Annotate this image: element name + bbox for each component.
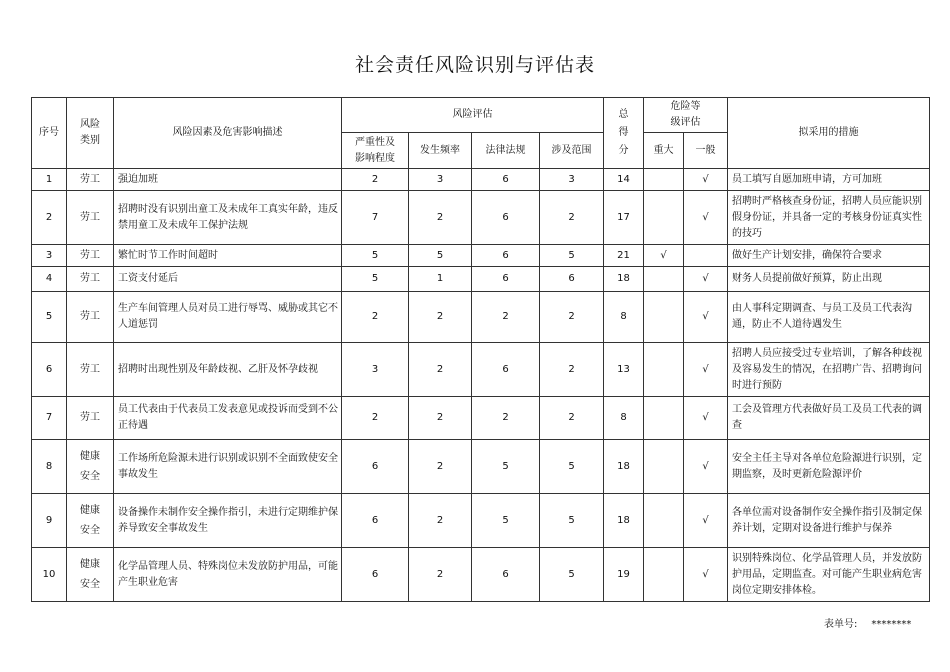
cell-category: 健康 安全 bbox=[67, 440, 114, 494]
cell-total: 18 bbox=[604, 267, 644, 292]
cell-measures: 招聘人员应接受过专业培训，了解各种歧视及容易发生的情况，在招聘广告、招聘询问时进行预防 bbox=[728, 343, 930, 397]
cell-severity: 6 bbox=[342, 440, 409, 494]
cell-law: 6 bbox=[472, 267, 540, 292]
cell-category: 劳工 bbox=[67, 169, 114, 191]
cell-category: 劳工 bbox=[67, 343, 114, 397]
cell-law: 6 bbox=[472, 548, 540, 602]
cell-measures: 做好生产计划安排，确保符合要求 bbox=[728, 245, 930, 267]
cell-frequency: 2 bbox=[409, 397, 472, 440]
cell-major bbox=[644, 548, 684, 602]
cell-measures: 由人事科定期调查、与员工及员工代表沟通，防止不人道待遇发生 bbox=[728, 292, 930, 343]
cell-general: √ bbox=[684, 494, 728, 548]
cell-scope: 2 bbox=[540, 343, 604, 397]
header-frequency: 发生频率 bbox=[409, 133, 472, 169]
cell-major bbox=[644, 267, 684, 292]
cell-seq: 3 bbox=[32, 245, 67, 267]
cell-total: 18 bbox=[604, 440, 644, 494]
cell-law: 6 bbox=[472, 343, 540, 397]
risk-assessment-table bbox=[31, 97, 930, 602]
header-severity: 严重性及 影响程度 bbox=[342, 133, 409, 169]
table-row bbox=[32, 267, 930, 292]
cell-general: √ bbox=[684, 343, 728, 397]
cell-major bbox=[644, 191, 684, 245]
cell-severity: 5 bbox=[342, 245, 409, 267]
cell-scope: 2 bbox=[540, 397, 604, 440]
cell-law: 5 bbox=[472, 440, 540, 494]
cell-frequency: 3 bbox=[409, 169, 472, 191]
cell-scope: 2 bbox=[540, 292, 604, 343]
cell-law: 2 bbox=[472, 292, 540, 343]
cell-total: 8 bbox=[604, 397, 644, 440]
header-assessment: 风险评估 bbox=[342, 98, 604, 133]
cell-category: 健康 安全 bbox=[67, 548, 114, 602]
cell-frequency: 2 bbox=[409, 343, 472, 397]
cell-description: 繁忙时节工作时间超时 bbox=[114, 245, 342, 267]
cell-severity: 7 bbox=[342, 191, 409, 245]
cell-law: 5 bbox=[472, 494, 540, 548]
cell-seq: 6 bbox=[32, 343, 67, 397]
table-row bbox=[32, 548, 930, 602]
cell-law: 6 bbox=[472, 245, 540, 267]
table-row bbox=[32, 343, 930, 397]
cell-measures: 安全主任主导对各单位危险源进行识别，定期监察，及时更新危险源评价 bbox=[728, 440, 930, 494]
cell-general: √ bbox=[684, 191, 728, 245]
cell-description: 员工代表由于代表员工发表意见或投诉而受到不公正待遇 bbox=[114, 397, 342, 440]
form-number-label: 表单号: bbox=[824, 619, 858, 630]
cell-severity: 2 bbox=[342, 292, 409, 343]
cell-frequency: 2 bbox=[409, 191, 472, 245]
header-scope: 涉及范围 bbox=[540, 133, 604, 169]
header-description: 风险因素及危害影响描述 bbox=[114, 98, 342, 169]
cell-general: √ bbox=[684, 440, 728, 494]
cell-description: 化学品管理人员、特殊岗位未发放防护用品，可能产生职业危害 bbox=[114, 548, 342, 602]
form-number bbox=[824, 615, 911, 630]
cell-total: 13 bbox=[604, 343, 644, 397]
form-number-value: ******** bbox=[871, 619, 912, 630]
table-row bbox=[32, 169, 930, 191]
cell-measures: 各单位需对设备制作安全操作指引及制定保养计划，定期对设备进行维护与保养 bbox=[728, 494, 930, 548]
header-total: 总 得 分 bbox=[604, 98, 644, 169]
cell-category: 健康 安全 bbox=[67, 494, 114, 548]
header-measures: 拟采用的措施 bbox=[728, 98, 930, 169]
cell-description: 设备操作未制作安全操作指引，未进行定期维护保养导致安全事故发生 bbox=[114, 494, 342, 548]
cell-frequency: 2 bbox=[409, 440, 472, 494]
cell-seq: 10 bbox=[32, 548, 67, 602]
cell-seq: 2 bbox=[32, 191, 67, 245]
cell-severity: 6 bbox=[342, 548, 409, 602]
cell-frequency: 1 bbox=[409, 267, 472, 292]
cell-scope: 5 bbox=[540, 440, 604, 494]
table-row bbox=[32, 397, 930, 440]
cell-category: 劳工 bbox=[67, 245, 114, 267]
cell-scope: 5 bbox=[540, 548, 604, 602]
cell-total: 18 bbox=[604, 494, 644, 548]
cell-description: 工作场所危险源未进行识别或识别不全面致使安全事故发生 bbox=[114, 440, 342, 494]
cell-total: 14 bbox=[604, 169, 644, 191]
cell-major bbox=[644, 397, 684, 440]
cell-frequency: 2 bbox=[409, 292, 472, 343]
cell-major bbox=[644, 169, 684, 191]
cell-description: 招聘时没有识别出童工及未成年工真实年龄，违反禁用童工及未成年工保护法规 bbox=[114, 191, 342, 245]
header-seq: 序号 bbox=[32, 98, 67, 169]
cell-severity: 2 bbox=[342, 169, 409, 191]
cell-seq: 4 bbox=[32, 267, 67, 292]
cell-scope: 5 bbox=[540, 245, 604, 267]
cell-category: 劳工 bbox=[67, 292, 114, 343]
cell-frequency: 2 bbox=[409, 548, 472, 602]
cell-measures: 招聘时严格核查身份证，招聘人员应能识别假身份证，并具备一定的考核身份证真实性的技巧 bbox=[728, 191, 930, 245]
cell-major bbox=[644, 292, 684, 343]
cell-seq: 7 bbox=[32, 397, 67, 440]
cell-category: 劳工 bbox=[67, 397, 114, 440]
cell-scope: 2 bbox=[540, 191, 604, 245]
cell-law: 2 bbox=[472, 397, 540, 440]
cell-law: 6 bbox=[472, 169, 540, 191]
cell-seq: 5 bbox=[32, 292, 67, 343]
cell-general: √ bbox=[684, 169, 728, 191]
cell-description: 工资支付延后 bbox=[114, 267, 342, 292]
cell-scope: 3 bbox=[540, 169, 604, 191]
cell-severity: 6 bbox=[342, 494, 409, 548]
cell-measures: 识别特殊岗位、化学品管理人员，并发放防护用品，定期监查。对可能产生职业病危害岗位定期安排体检。 bbox=[728, 548, 930, 602]
cell-description: 招聘时出现性别及年龄歧视、乙肝及怀孕歧视 bbox=[114, 343, 342, 397]
cell-total: 21 bbox=[604, 245, 644, 267]
table-row bbox=[32, 292, 930, 343]
cell-category: 劳工 bbox=[67, 267, 114, 292]
cell-general: √ bbox=[684, 397, 728, 440]
cell-seq: 1 bbox=[32, 169, 67, 191]
header-law: 法律法规 bbox=[472, 133, 540, 169]
cell-severity: 5 bbox=[342, 267, 409, 292]
cell-major: √ bbox=[644, 245, 684, 267]
cell-general: √ bbox=[684, 267, 728, 292]
cell-measures: 财务人员提前做好预算，防止出现 bbox=[728, 267, 930, 292]
cell-total: 19 bbox=[604, 548, 644, 602]
cell-general: √ bbox=[684, 292, 728, 343]
cell-frequency: 5 bbox=[409, 245, 472, 267]
cell-measures: 员工填写自愿加班申请，方可加班 bbox=[728, 169, 930, 191]
header-general: 一般 bbox=[684, 133, 728, 169]
cell-general bbox=[684, 245, 728, 267]
cell-severity: 2 bbox=[342, 397, 409, 440]
cell-category: 劳工 bbox=[67, 191, 114, 245]
header-major: 重大 bbox=[644, 133, 684, 169]
cell-total: 17 bbox=[604, 191, 644, 245]
cell-scope: 6 bbox=[540, 267, 604, 292]
cell-general: √ bbox=[684, 548, 728, 602]
table-row bbox=[32, 245, 930, 267]
cell-frequency: 2 bbox=[409, 494, 472, 548]
cell-major bbox=[644, 440, 684, 494]
table-row bbox=[32, 191, 930, 245]
header-category: 风险 类别 bbox=[67, 98, 114, 169]
cell-major bbox=[644, 494, 684, 548]
cell-description: 生产车间管理人员对员工进行辱骂、威胁或其它不人道惩罚 bbox=[114, 292, 342, 343]
cell-total: 8 bbox=[604, 292, 644, 343]
table-row bbox=[32, 494, 930, 548]
cell-description: 强迫加班 bbox=[114, 169, 342, 191]
cell-law: 6 bbox=[472, 191, 540, 245]
cell-major bbox=[644, 343, 684, 397]
header-level: 危险等 级评估 bbox=[644, 98, 728, 133]
table-row bbox=[32, 440, 930, 494]
page-title: 社会责任风险识别与评估表 bbox=[354, 54, 595, 76]
cell-seq: 9 bbox=[32, 494, 67, 548]
cell-measures: 工会及管理方代表做好员工及员工代表的调查 bbox=[728, 397, 930, 440]
cell-seq: 8 bbox=[32, 440, 67, 494]
cell-scope: 5 bbox=[540, 494, 604, 548]
cell-severity: 3 bbox=[342, 343, 409, 397]
